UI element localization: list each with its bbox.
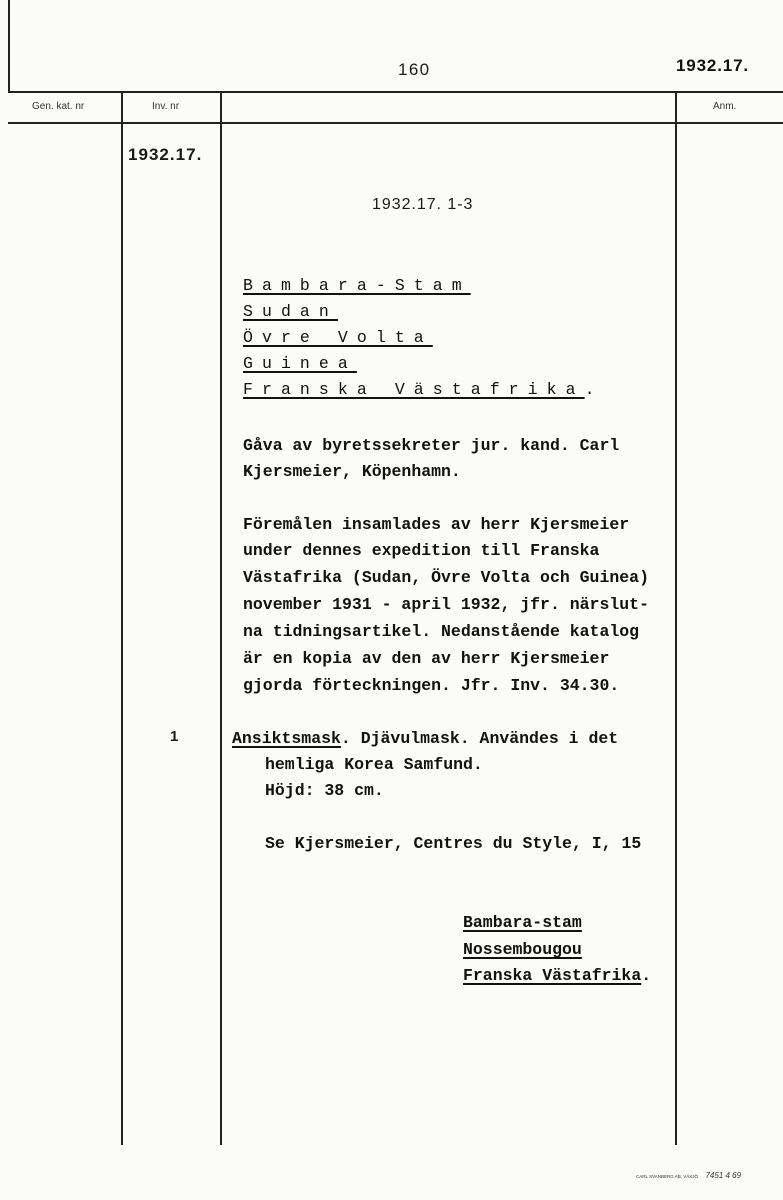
- period: .: [641, 966, 652, 985]
- people-sudan: Sudan: [243, 302, 338, 321]
- people-franska-vastafrika-row: [243, 380, 595, 399]
- top-right-ref: 1932.17.: [676, 56, 749, 75]
- item-desc-line-3: Höjd: 38 cm.: [265, 781, 384, 800]
- note-line-2: under dennes expedition till Franska: [243, 541, 600, 560]
- period: .: [584, 380, 595, 399]
- footer-imprint: [636, 1165, 741, 1183]
- column-header-gen-kat: Gen. kat. nr: [32, 101, 85, 112]
- provenance-line-1: Bambara-stam: [463, 913, 582, 932]
- people-bambara: Bambara-Stam: [243, 276, 471, 295]
- provenance-line-3-row: [463, 966, 651, 985]
- header-bottom-rule: [8, 122, 783, 124]
- header-top-rule: [8, 91, 783, 93]
- inv-ref: 1932.17.: [128, 145, 203, 164]
- note-line-7: gjorda förteckningen. Jfr. Inv. 34.30.: [243, 676, 620, 695]
- gift-line-2: Kjersmeier, Köpenhamn.: [243, 462, 461, 481]
- form-code: 7451 4 69: [705, 1171, 742, 1180]
- column-rule-gen-inv: [121, 93, 123, 1145]
- column-rule-inv-body: [220, 93, 222, 1145]
- item-name: Ansiktsmask: [232, 729, 341, 748]
- provenance-line-2: Nossembougou: [463, 940, 582, 959]
- note-line-1: Föremålen insamlades av herr Kjersmeier: [243, 515, 630, 534]
- range-title: 1932.17. 1-3: [372, 196, 474, 213]
- people-ovre-volta: Övre Volta: [243, 328, 433, 347]
- column-header-anm: Anm.: [713, 101, 737, 112]
- left-border-rule: [8, 0, 10, 93]
- note-line-4: november 1931 - april 1932, jfr. närslut-: [243, 595, 649, 614]
- page-number: 160: [398, 60, 431, 79]
- people-guinea: Guinea: [243, 354, 357, 373]
- note-line-3: Västafrika (Sudan, Övre Volta och Guinea): [243, 568, 649, 587]
- gift-line-1: Gåva av byretssekreter jur. kand. Carl: [243, 436, 620, 455]
- provenance-line-3: Franska Västafrika: [463, 966, 642, 985]
- item-number: 1: [170, 728, 179, 745]
- note-line-5: na tidningsartikel. Nedanstående katalog: [243, 622, 640, 641]
- printer-imprint: CARL SVANBERG AB, VÄXJÖ: [636, 1174, 699, 1179]
- column-header-inv: Inv. nr: [152, 101, 180, 112]
- column-rule-body-anm: [675, 93, 677, 1145]
- item-line-1: [232, 729, 618, 748]
- item-reference: Se Kjersmeier, Centres du Style, I, 15: [265, 834, 642, 853]
- people-franska-vastafrika: Franska Västafrika: [243, 380, 585, 399]
- item-desc-first: . Djävulmask. Användes i det: [340, 729, 619, 748]
- note-line-6: är en kopia av den av herr Kjersmeier: [243, 649, 610, 668]
- item-desc-line-2: hemliga Korea Samfund.: [265, 755, 483, 774]
